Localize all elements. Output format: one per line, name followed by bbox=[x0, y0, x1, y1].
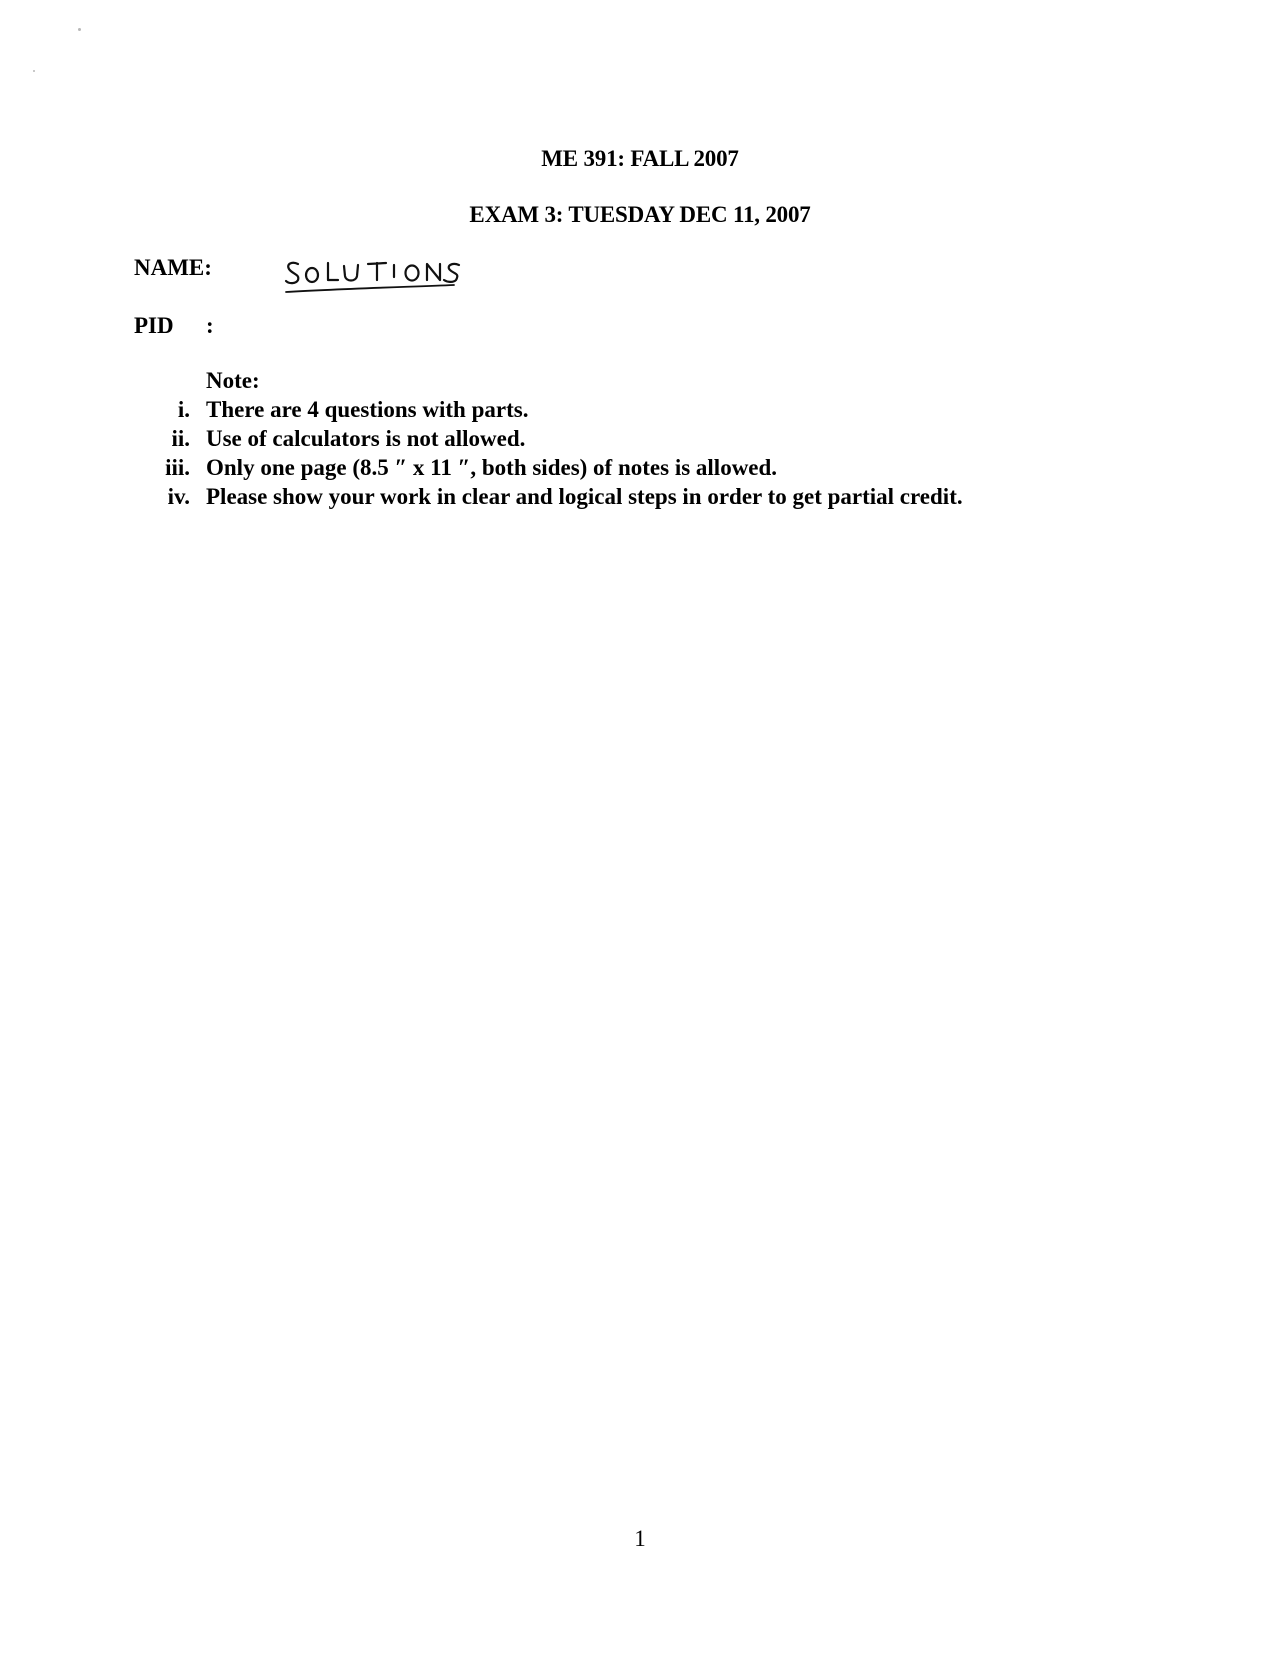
course-title: ME 391: FALL 2007 bbox=[541, 146, 739, 171]
handwritten-name-solutions bbox=[284, 255, 484, 299]
scan-speck bbox=[33, 70, 35, 72]
pid-label: PID bbox=[134, 313, 174, 338]
page-number: 1 bbox=[634, 1526, 646, 1551]
note-text: Please show your work in clear and logical steps in order to get partial credit. bbox=[206, 484, 963, 509]
pid-colon: : bbox=[206, 313, 214, 338]
note-heading: Note: bbox=[206, 368, 260, 393]
note-marker: iii. bbox=[165, 455, 190, 480]
note-text: Use of calculators is not allowed. bbox=[206, 426, 526, 451]
note-text: Only one page (8.5 ″ x 11 ″, both sides) of notes is allowed. bbox=[206, 455, 778, 480]
exam-title: EXAM 3: TUESDAY DEC 11, 2007 bbox=[469, 202, 811, 227]
note-text: There are 4 questions with parts. bbox=[206, 397, 529, 422]
scan-speck bbox=[78, 28, 81, 31]
name-label: NAME: bbox=[134, 255, 212, 280]
note-marker: ii. bbox=[171, 426, 190, 451]
note-marker: i. bbox=[177, 397, 190, 422]
note-marker: iv. bbox=[167, 484, 190, 509]
